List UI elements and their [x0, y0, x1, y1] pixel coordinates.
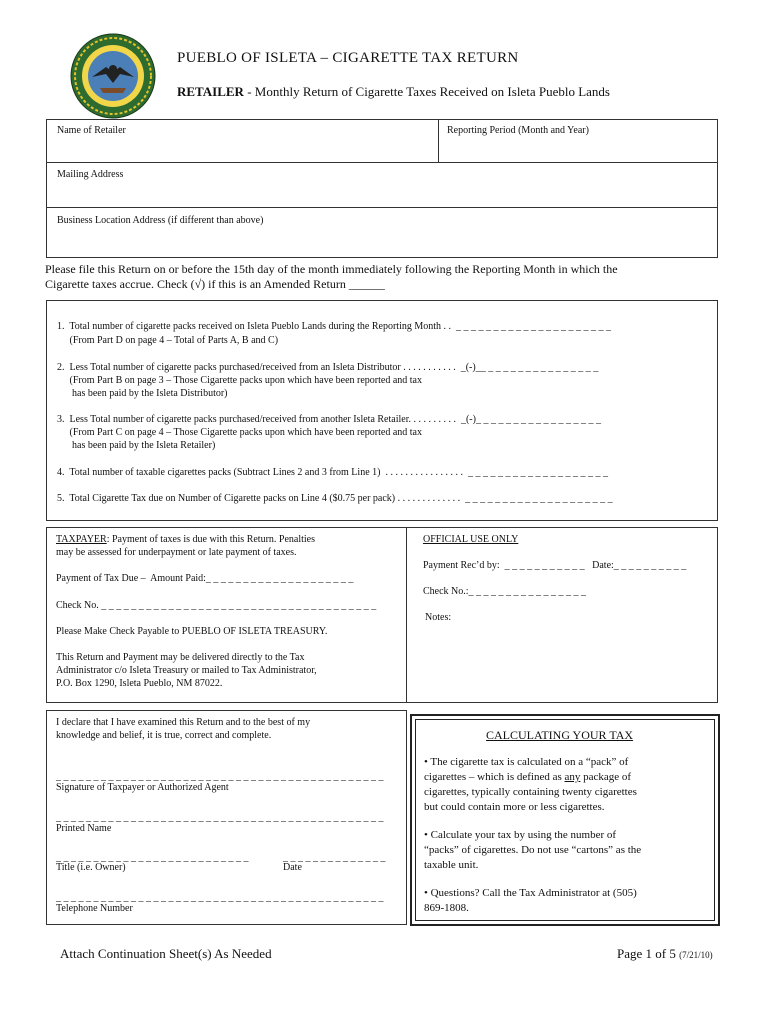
- official-use-title: OFFICIAL USE ONLY: [423, 534, 519, 545]
- line-3-note-a: (From Part C on page 4 – Those Cigarette packs upon which have been reported and tax: [57, 427, 422, 438]
- line-1-note: (From Part D on page 4 – Total of Parts A, B and C): [57, 335, 279, 346]
- line-2-distributor-packs[interactable]: 2. Less Total number of cigarette packs purchased/received from an Isleta Distributor . . . . . . . . . . . _(-)__ _ _ _ _ _ _ _ _ _ _ _ _ _ _ _: [57, 362, 599, 373]
- page-number: [617, 946, 713, 962]
- line-2-note-a: (From Part B on page 3 – Those Cigarette packs upon which have been reported and tax: [57, 375, 422, 386]
- line-5-total-tax-due[interactable]: 5. Total Cigarette Tax due on Number of Cigarette packs on Line 4 ($0.75 per pack) . . . . . . . . . . . . . _ _ _ _ _ _ _ _ _ _ _ _ _ _ _ _ _ _ _ _: [57, 493, 613, 504]
- attach-continuation-note: Attach Continuation Sheet(s) As Needed: [60, 946, 272, 961]
- mailing-address-field[interactable]: [46, 162, 718, 208]
- bullet-3-line1: • Questions? Call the Tax Administrator at (505): [424, 887, 637, 899]
- pueblo-seal-logo: [70, 33, 156, 119]
- calculating-tax-title: CALCULATING YOUR TAX: [486, 728, 634, 742]
- telephone-label: Telephone Number: [56, 903, 133, 914]
- delivery-notice-line2: Administrator c/o Isleta Treasury or mailed to Tax Administrator,: [56, 665, 317, 676]
- payment-received-by-field[interactable]: Payment Rec’d by: _ _ _ _ _ _ _ _ _ _ _ Date:_ _ _ _ _ _ _ _ _ _: [423, 560, 687, 571]
- printed-name-field[interactable]: _ _ _ _ _ _ _ _ _ _ _ _ _ _ _ _ _ _ _ _ _ _ _ _ _ _ _ _ _ _ _ _ _ _ _ _ _ _ _ _ _ _ _ _: [56, 812, 384, 823]
- bullet-1-line4: but could contain more or less cigarettes.: [424, 801, 605, 813]
- business-address-label: Business Location Address (if different than above): [57, 215, 264, 226]
- bullet-1-any: any: [564, 771, 581, 783]
- signature-field[interactable]: _ _ _ _ _ _ _ _ _ _ _ _ _ _ _ _ _ _ _ _ _ _ _ _ _ _ _ _ _ _ _ _ _ _ _ _ _ _ _ _ _ _ _ _: [56, 771, 384, 782]
- title-field[interactable]: _ _ _ _ _ _ _ _ _ _ _ _ _ _ _ _ _ _ _ _ _ _ _ _ _ _: [56, 852, 249, 863]
- reporting-period-label: Reporting Period (Month and Year): [447, 125, 589, 136]
- delivery-notice-line3: P.O. Box 1290, Isleta Pueblo, NM 87022.: [56, 678, 223, 689]
- bullet-1-line3: cigarettes, typically containing twenty cigarettes: [424, 786, 637, 798]
- notes-label: Notes:: [425, 612, 452, 623]
- declaration-line2: knowledge and belief, it is true, correct and complete.: [56, 730, 272, 741]
- line-1-total-packs[interactable]: 1. Total number of cigarette packs received on Isleta Pueblo Lands during the Reporting Month . . _ _ _ _ _ _ _ _ _ _ _ _ _ _ _ _ _ _ _ _ _: [57, 321, 612, 332]
- mailing-address-label: Mailing Address: [57, 169, 124, 180]
- form-title: PUEBLO OF ISLETA – CIGARETTE TAX RETURN: [177, 50, 519, 66]
- form-subtitle: [177, 84, 610, 100]
- date-label: Date: [283, 862, 302, 873]
- telephone-field[interactable]: _ _ _ _ _ _ _ _ _ _ _ _ _ _ _ _ _ _ _ _ _ _ _ _ _ _ _ _ _ _ _ _ _ _ _ _ _ _ _ _ _ _ _ _: [56, 892, 384, 903]
- signature-label: Signature of Taxpayer or Authorized Agent: [56, 782, 229, 793]
- line-3-note-b: has been paid by the Isleta Retailer): [57, 440, 216, 451]
- delivery-notice-line1: This Return and Payment may be delivered directly to the Tax: [56, 652, 305, 663]
- payable-notice: Please Make Check Payable to PUEBLO OF ISLETA TREASURY.: [56, 626, 328, 637]
- subtitle-text: - Monthly Return of Cigarette Taxes Received on Isleta Pueblo Lands: [243, 84, 610, 99]
- retailer-name-label: Name of Retailer: [57, 125, 126, 136]
- calculating-tax-box: [410, 714, 720, 926]
- taxpayer-notice-line2: may be assessed for underpayment or late payment of taxes.: [56, 547, 297, 558]
- retailer-name-field[interactable]: [46, 119, 439, 163]
- date-field[interactable]: _ _ _ _ _ _ _ _ _ _ _ _ _ _: [283, 852, 386, 863]
- amount-paid-field[interactable]: Payment of Tax Due – Amount Paid:_ _ _ _ _ _ _ _ _ _ _ _ _ _ _ _ _ _ _ _: [56, 573, 354, 584]
- taxpayer-notice-text: : Payment of taxes is due with this Return. Penalties: [106, 534, 316, 545]
- taxpayer-payment-box: [46, 527, 407, 703]
- official-use-box: [406, 527, 718, 703]
- bullet-1-line2: [424, 771, 631, 783]
- form-version-date: (7/21/10): [679, 950, 713, 960]
- line-4-taxable-packs[interactable]: 4. Total number of taxable cigarettes packs (Subtract Lines 2 and 3 from Line 1) . . . . . . . . . . . . . . . . _ _ _ _ _ _ _ _ _ _ _ _ _ _ _ _ _ _ _: [57, 467, 608, 478]
- bullet-2-line1: • Calculate your tax by using the number of: [424, 829, 617, 841]
- business-address-field[interactable]: [46, 207, 718, 258]
- bullet-1-line2-post: package of: [580, 771, 632, 783]
- filing-instructions-line2: Cigarette taxes accrue. Check (√) if this is an Amended Return ______: [45, 277, 385, 291]
- bullet-2-line2: “packs” of cigarettes. Do not use “cartons” as the: [424, 844, 642, 856]
- bullet-1-line2-pre: cigarettes – which is defined as: [424, 771, 565, 783]
- bullet-2-line3: taxable unit.: [424, 859, 479, 871]
- taxpayer-label: TAXPAYER: [56, 534, 107, 545]
- page-number-text: Page 1 of 5: [617, 946, 676, 961]
- subtitle-retailer: RETAILER: [177, 84, 244, 99]
- printed-name-label: Printed Name: [56, 823, 112, 834]
- taxpayer-notice-line1: [56, 534, 315, 545]
- filing-instructions-line1: Please file this Return on or before the 15th day of the month immediately following the Reporting Month in which the: [45, 262, 618, 276]
- bullet-1-line1: • The cigarette tax is calculated on a “pack” of: [424, 756, 629, 768]
- title-label: Title (i.e. Owner): [56, 862, 126, 873]
- bullet-3-line2: 869-1808.: [424, 902, 469, 914]
- tax-calculation-box: [46, 300, 718, 521]
- declaration-box: [46, 710, 407, 925]
- reporting-period-field[interactable]: [438, 119, 718, 163]
- line-3-retailer-packs[interactable]: 3. Less Total number of cigarette packs purchased/received from another Isleta Retailer. . . . . . . . . . _(-)_ _ _ _ _ _ _ _ _ _ _ _ _ _ _ _ _: [57, 414, 601, 425]
- official-check-number-field[interactable]: Check No.:_ _ _ _ _ _ _ _ _ _ _ _ _ _ _ _: [423, 586, 587, 597]
- check-number-field[interactable]: Check No. _ _ _ _ _ _ _ _ _ _ _ _ _ _ _ _ _ _ _ _ _ _ _ _ _ _ _ _ _ _ _ _ _ _ _ _ _: [56, 600, 377, 611]
- line-2-note-b: has been paid by the Isleta Distributor): [57, 388, 228, 399]
- declaration-line1: I declare that I have examined this Return and to the best of my: [56, 717, 311, 728]
